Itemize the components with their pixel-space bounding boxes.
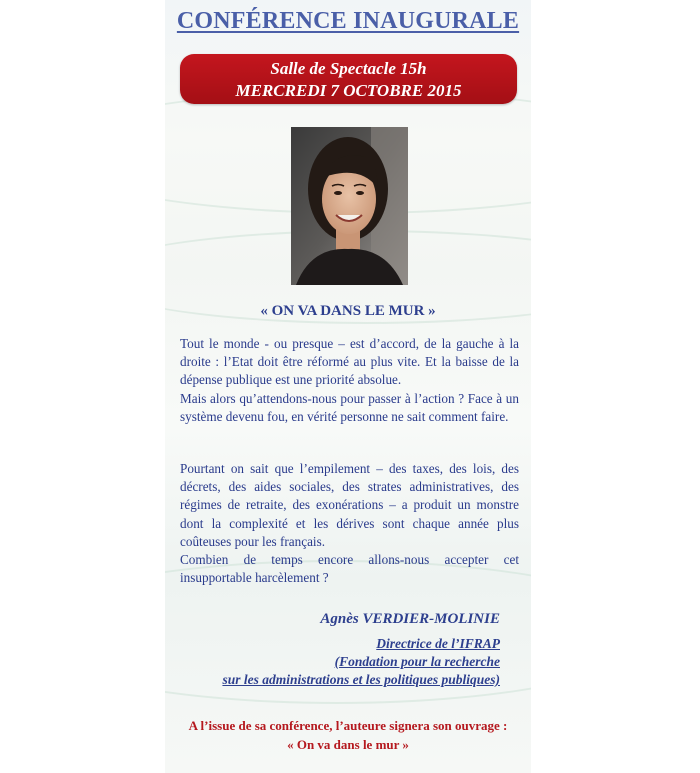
paragraph-1-sentence-2: Mais alors qu’attendons-nous pour passer à l’action ? Face à un système devenu fou, en vérité personne ne sait comment faire. [180,390,519,424]
author-role-line-2: (Fondation pour la recherche [334,654,500,669]
event-venue-time: Salle de Spectacle 15h [270,59,427,78]
paragraph-2 [180,460,519,587]
flyer [165,0,531,773]
event-date: MERCREDI 7 OCTOBRE 2015 [235,81,462,100]
book-title: « On va dans le mur » [287,737,409,752]
paragraph-1 [180,335,519,426]
paragraph-2-sentence-1: Pourtant on sait que l’empilement – des taxes, des lois, des décrets, des aides sociales, des strates administratives, des régimes de retraite, des exonérations – a produit un monstre dont la complexité et les dérives sont chaque année plus coûteuses pour les français. [180,461,519,549]
author-name: Agnès VERDIER-MOLINIE [320,611,500,627]
paragraph-1-sentence-1: Tout le monde - ou presque – est d’accord, de la gauche à la droite : l’Etat doit être réformé au plus vite. Et la baisse de la dépense publique est une priorité absolue. [180,336,519,388]
author-role-line-1: Directrice de l’IFRAP [376,636,500,651]
page-title: CONFÉRENCE INAUGURALE [176,8,520,34]
book-signing-notice: A l’issue de sa conférence, l’auteure signera son ouvrage : [188,718,508,733]
speaker-portrait-image [291,127,408,285]
speaker-photo [291,127,408,285]
event-banner [180,54,517,104]
author-role-line-3: sur les administrations et les politiques publiques) [222,672,500,687]
paragraph-2-sentence-2: Combien de temps encore allons-nous accepter cet insupportable harcèlement ? [180,552,519,586]
quote-title: « ON VA DANS LE MUR » [260,303,436,319]
